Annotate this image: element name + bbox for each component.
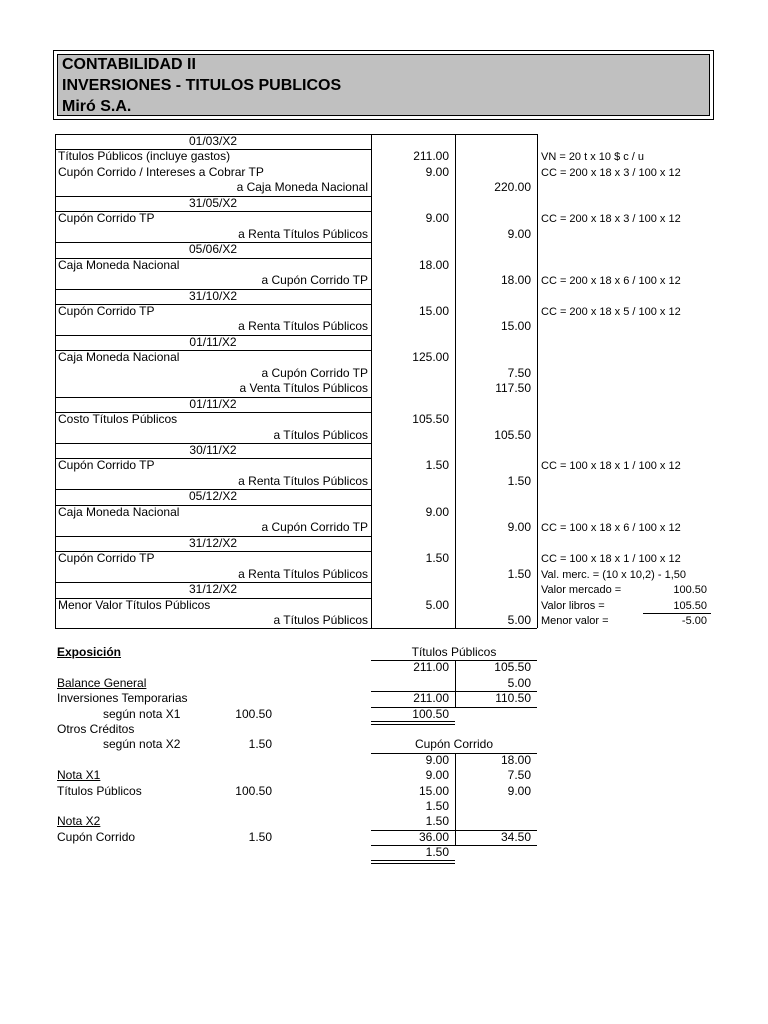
header-box — [57, 54, 710, 116]
debit-amount: 5.00 — [425, 597, 449, 612]
debit-account: Cupón Corrido TP — [58, 211, 155, 226]
debit-account: Caja Moneda Nacional — [58, 504, 180, 519]
nota-x1-value: 100.50 — [235, 783, 272, 798]
debit-account: Cupón Corrido / Intereses a Cobrar TP — [58, 164, 264, 179]
credit-account: a Cupón Corrido TP — [261, 520, 368, 535]
entry-date: 31/12/X2 — [188, 535, 238, 550]
header-title: CONTABILIDAD II — [62, 56, 196, 73]
debit-account: Cupón Corrido TP — [58, 458, 155, 473]
t_cupon-balance-dbl1 — [371, 860, 455, 861]
debit-amount: 9.00 — [425, 211, 449, 226]
t_titulos-credit: 105.50 — [494, 660, 531, 675]
calc-note: CC = 200 x 18 x 3 / 100 x 12 — [541, 166, 681, 179]
entry-date: 30/11/X2 — [189, 443, 237, 457]
credit-account: a Cupón Corrido TP — [261, 273, 368, 288]
debit-amount: 211.00 — [413, 149, 449, 164]
entry-date: 31/12/X2 — [188, 582, 238, 597]
journal-border-bottom — [55, 628, 537, 629]
credit-amount: 9.00 — [507, 226, 531, 241]
credit-amount: 18.00 — [500, 273, 531, 288]
t_titulos-debit: 211.00 — [413, 660, 449, 675]
inversiones-label: Inversiones Temporarias — [57, 691, 188, 706]
credit-account: a Renta Títulos Públicos — [238, 566, 368, 581]
calc-note: CC = 200 x 18 x 6 / 100 x 12 — [541, 275, 681, 288]
debit-amount: 18.00 — [418, 257, 449, 272]
t_cupon-debit: 9.00 — [425, 768, 449, 783]
credit-account: a Renta Títulos Públicos — [238, 473, 368, 488]
header-subtitle: INVERSIONES - TITULOS PUBLICOS — [62, 77, 342, 94]
entry-date: 31/10/X2 — [188, 288, 238, 303]
debit-amount: 9.00 — [425, 504, 449, 519]
entry-date: 01/11/X2 — [189, 396, 237, 411]
t_titulos-total-credit: 110.50 — [495, 691, 531, 706]
debit-account: Títulos Públicos (incluye gastos) — [58, 149, 231, 164]
t_cupon-credit: 9.00 — [507, 783, 531, 798]
document-header — [53, 50, 714, 120]
debit-account: Cupón Corrido TP — [58, 551, 155, 566]
credit-amount: 220.00 — [494, 180, 531, 195]
nota-x2-item: Cupón Corrido — [57, 829, 136, 844]
segun-nota-x1: según nota X1 — [103, 706, 181, 721]
credit-amount: 117.50 — [495, 381, 531, 396]
debit-account: Caja Moneda Nacional — [58, 350, 180, 365]
credit-account: a Títulos Públicos — [273, 427, 368, 442]
credit-account: a Venta Títulos Públicos — [239, 381, 368, 396]
entry-date: 01/03/X2 — [188, 134, 238, 148]
calc-note-value: 100.50 — [673, 584, 707, 597]
calc-note: CC = 100 x 18 x 6 / 100 x 12 — [541, 522, 681, 535]
credit-amount: 105.50 — [494, 427, 531, 442]
t_titulos-balance-dbl2 — [371, 724, 455, 725]
debit-account: Costo Títulos Públicos — [58, 412, 178, 427]
t_cupon-credit: 18.00 — [500, 752, 531, 767]
credit-account: a Caja Moneda Nacional — [236, 180, 368, 195]
nota-x1-label: Nota X1 — [57, 768, 101, 783]
calc-note-value: -5.00 — [681, 614, 707, 627]
t_titulos-title: Títulos Públicos — [411, 645, 497, 659]
t_cupon-total-credit: 34.50 — [500, 829, 531, 844]
debit-amount: 1.50 — [425, 458, 449, 473]
segun-nota-x2-value: 1.50 — [248, 737, 272, 752]
entry-date: 05/12/X2 — [188, 489, 238, 504]
debit-amount: 15.00 — [418, 303, 449, 318]
calc-note: Valor libros = — [541, 599, 605, 612]
t_cupon-balance-dbl2 — [371, 863, 455, 864]
t_titulos-balance: 100.50 — [412, 706, 449, 721]
entry-date: 31/05/X2 — [188, 195, 238, 210]
debit-account: Cupón Corrido TP — [58, 303, 155, 318]
t_cupon-total-debit: 36.00 — [418, 829, 449, 844]
credit-amount: 15.00 — [500, 319, 531, 334]
calc-note: CC = 100 x 18 x 1 / 100 x 12 — [541, 460, 681, 473]
t_cupon-debit: 1.50 — [425, 814, 449, 829]
t_cupon-debit: 1.50 — [425, 799, 449, 813]
segun-nota-x1-value: 100.50 — [235, 706, 272, 721]
debit-amount: 125.00 — [412, 350, 449, 365]
debit-amount: 9.00 — [425, 164, 449, 179]
nota-x1-item: Títulos Públicos — [57, 783, 142, 798]
credit-amount: 9.00 — [507, 520, 531, 535]
balance-general-label: Balance General — [57, 675, 147, 690]
t_titulos-balance-dbl1 — [371, 721, 455, 722]
segun-nota-x2: según nota X2 — [103, 737, 181, 752]
debit-amount: 1.50 — [425, 551, 449, 566]
t_titulos-total-debit: 211.00 — [413, 691, 449, 706]
credit-amount: 7.50 — [507, 365, 531, 380]
credit-account: a Renta Títulos Públicos — [238, 319, 368, 334]
credit-amount: 1.50 — [507, 473, 531, 488]
debit-account: Caja Moneda Nacional — [58, 257, 180, 272]
exposicion-title: Exposición — [57, 645, 122, 659]
credit-account: a Cupón Corrido TP — [261, 365, 368, 380]
calc-note: Valor mercado = — [541, 584, 622, 597]
journal-border-right — [537, 134, 538, 628]
nota-x2-value: 1.50 — [248, 829, 272, 844]
t_cupon-debit: 9.00 — [425, 752, 449, 767]
header-company: Miró S.A. — [62, 98, 132, 115]
calc-note: Val. merc. = (10 x 10,2) - 1,50 — [541, 568, 686, 581]
calc-note: CC = 200 x 18 x 3 / 100 x 12 — [541, 213, 681, 226]
debit-account: Menor Valor Títulos Públicos — [58, 597, 211, 612]
t_cupon-debit: 15.00 — [418, 783, 449, 798]
calc-note: Menor valor = — [541, 614, 609, 627]
entry-date: 05/06/X2 — [188, 242, 238, 257]
t_cupon-credit: 7.50 — [507, 768, 531, 783]
entry-date: 01/11/X2 — [189, 334, 237, 349]
credit-amount: 1.50 — [507, 566, 531, 581]
t_titulos-credit: 5.00 — [507, 675, 531, 690]
calc-note: CC = 100 x 18 x 1 / 100 x 12 — [541, 553, 681, 566]
debit-amount: 105.50 — [412, 412, 449, 427]
calc-note-value: 105.50 — [673, 599, 707, 612]
credit-account: a Títulos Públicos — [273, 612, 368, 627]
nota-x2-label: Nota X2 — [57, 814, 101, 829]
credit-account: a Renta Títulos Públicos — [238, 226, 368, 241]
calc-note: VN = 20 t x 10 $ c / u — [541, 151, 645, 164]
calc-sum-line — [643, 613, 711, 614]
credit-amount: 5.00 — [507, 612, 531, 627]
calc-note: CC = 200 x 18 x 5 / 100 x 12 — [541, 305, 681, 318]
t_cupon-balance: 1.50 — [425, 845, 449, 860]
otros-creditos-label: Otros Créditos — [57, 722, 135, 736]
t_cupon-title: Cupón Corrido — [414, 737, 494, 752]
